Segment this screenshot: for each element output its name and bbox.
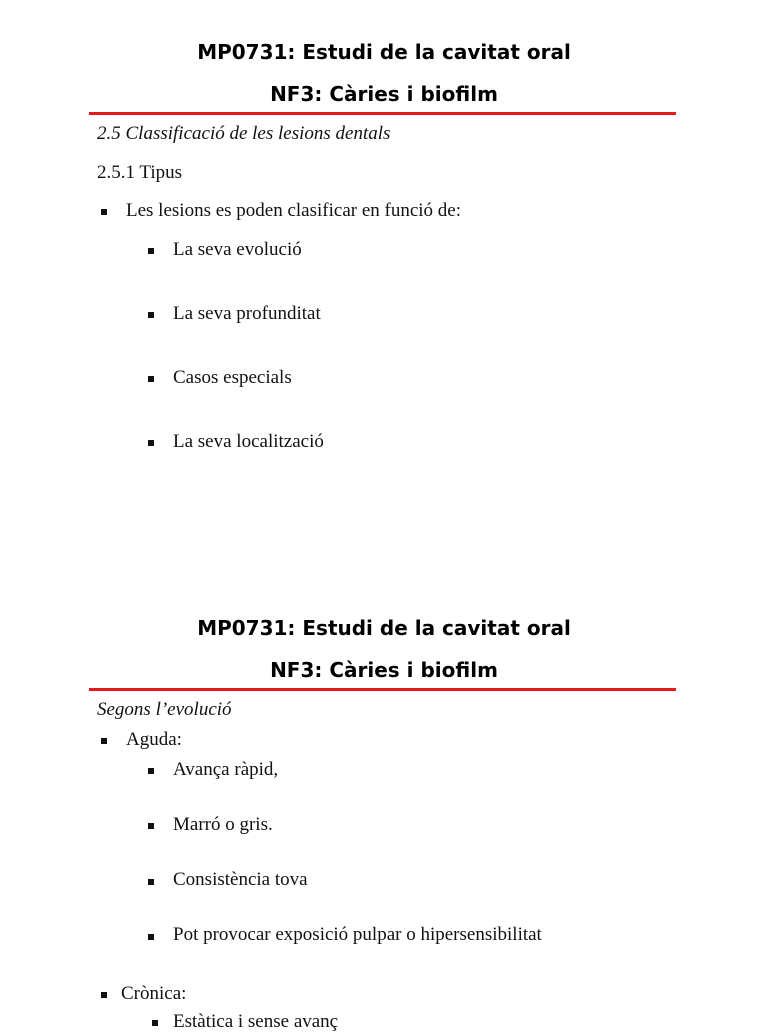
bullet-icon — [101, 738, 107, 744]
slide-subtitle: NF3: Càries i biofilm — [270, 658, 498, 682]
bullet-icon — [148, 879, 154, 885]
subsection-heading: 2.5.1 Tipus — [97, 162, 183, 183]
sub-list-item: Avança ràpid, — [173, 759, 279, 780]
bullet-icon — [152, 1020, 158, 1026]
bullet-icon — [101, 992, 107, 998]
slide-title: MP0731: Estudi de la cavitat oral — [197, 40, 571, 64]
bullet-icon — [148, 934, 154, 940]
sub-list-item: La seva localització — [173, 431, 324, 452]
title-rule — [89, 688, 676, 691]
section-heading: Segons l’evolució — [97, 699, 232, 720]
sub-list-item: Consistència tova — [173, 869, 308, 890]
sub-list-item: La seva evolució — [173, 239, 302, 260]
bullet-icon — [148, 768, 154, 774]
slide-subtitle: NF3: Càries i biofilm — [270, 82, 498, 106]
bullet-icon — [148, 823, 154, 829]
section-heading: 2.5 Classificació de les lesions dentals — [97, 123, 391, 144]
sub-list-item: La seva profunditat — [173, 303, 321, 324]
sub-list-item: Casos especials — [173, 367, 292, 388]
sub-list-item: Estàtica i sense avanç — [173, 1011, 339, 1032]
list-item: Les lesions es poden clasificar en funció de: — [126, 200, 462, 221]
list-item: Aguda: — [126, 729, 182, 750]
list-item: Crònica: — [121, 983, 187, 1004]
sub-list-item: Pot provocar exposició pulpar o hipersensibilitat — [173, 924, 542, 945]
slide-title: MP0731: Estudi de la cavitat oral — [197, 616, 571, 640]
sub-list-item: Marró o gris. — [173, 814, 273, 835]
